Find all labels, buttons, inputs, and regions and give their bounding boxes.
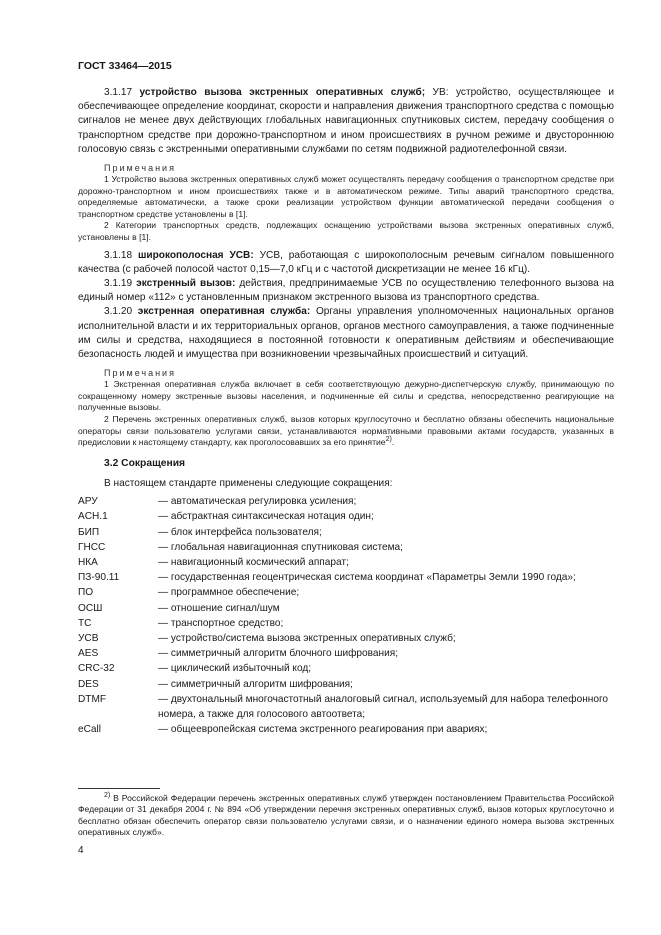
footnote-ref[interactable]: 2) bbox=[385, 436, 392, 444]
abbreviation-row bbox=[78, 616, 614, 631]
definition-3-1-19 bbox=[78, 277, 614, 305]
abbreviation-row bbox=[78, 525, 614, 540]
abbreviation-row bbox=[78, 570, 614, 585]
abbreviation-definition: — программное обеспечение; bbox=[158, 587, 300, 599]
abbreviation-definition: — симметричный алгоритм блочного шифрования; bbox=[158, 648, 399, 660]
abbreviation-definition: — общеевропейская система экстренного реагирования при авариях; bbox=[158, 724, 488, 736]
page-number: 4 bbox=[78, 845, 84, 856]
footnote-mark: 2) bbox=[104, 792, 111, 800]
notes-heading: Примечания bbox=[104, 163, 176, 174]
abbreviation-definition: — отношение сигнал/шум bbox=[158, 602, 280, 614]
abbreviation-term: CRC-32 bbox=[78, 663, 115, 675]
definition-3-1-18 bbox=[78, 249, 614, 277]
term: устройство вызова экстренных оперативных служб; bbox=[139, 87, 426, 98]
abbreviation-row bbox=[78, 722, 614, 737]
abbreviation-term: НКА bbox=[78, 556, 98, 568]
note-2-end: . bbox=[391, 437, 395, 448]
abbreviation-definition: — двухтональный многочастотный аналоговый сигнал, используемый для набора телефонного номера, а также для голосового автоответа; bbox=[158, 693, 609, 721]
note-1: 1 Устройство вызова экстренных оперативных служб может осуществлять передачу сообщения о транспортном средстве при дорожно-транспортном и ином происшествиях также и в автоматическом режиме. Типы аварий транспортного средства, определяемые автоматически, а также сроки реализации устройством функции автоматической передачи сообщения о транспортном средстве установлены в [1]. bbox=[78, 174, 614, 219]
abbreviation-term: ТС bbox=[78, 617, 92, 629]
abbreviation-row bbox=[78, 646, 614, 661]
abbreviation-row bbox=[78, 601, 614, 616]
abbreviation-row bbox=[78, 494, 614, 509]
abbreviation-term: ОСШ bbox=[78, 602, 103, 614]
abbreviation-row bbox=[78, 540, 614, 555]
abbreviation-row bbox=[78, 631, 614, 646]
note-1: 1 Экстренная оперативная служба включает в себя соответствующую дежурно-диспетчерскую службу, принимающую по сокращенному номеру экстренные вызовы населения, и подчиненные ей силы и средства, непосредственно реагирующие на полученные вызовы. bbox=[78, 379, 614, 413]
note-2: 2 Категории транспортных средств, подлежащих оснащению устройствами вызова экстренных оперативных служб, установлены в [1]. bbox=[78, 220, 614, 242]
abbreviation-row bbox=[78, 509, 614, 524]
footnote-divider bbox=[78, 788, 160, 789]
abbreviation-term: DES bbox=[78, 678, 99, 690]
term: экстренная оперативная служба: bbox=[137, 306, 311, 318]
note-2-text: 2 Перечень экстренных оперативных служб, вызов которых круглосуточно и бесплатно обязаны обеспечить национальные операторы связи пользователю услугами связи, устанавливаются нормативными правовыми актами государств, указанных в предисловии к настоящему стандарту, как проголосовавших за его принятие bbox=[78, 413, 614, 448]
abbreviation-definition: — навигационный космический аппарат; bbox=[158, 556, 349, 568]
term: широкополосная УСВ: bbox=[138, 249, 254, 261]
abbreviation-definition: — циклический избыточный код; bbox=[158, 663, 312, 675]
abbreviation-row bbox=[78, 677, 614, 692]
abbreviation-term: ПЗ-90.11 bbox=[78, 572, 120, 584]
term: экстренный вызов: bbox=[136, 277, 236, 289]
abbreviation-term: УСВ bbox=[78, 633, 99, 644]
document-body bbox=[78, 86, 614, 737]
abbreviation-term: ACH.1 bbox=[78, 511, 108, 523]
abbreviation-definition: — транспортное средство; bbox=[158, 617, 284, 629]
definition-text: Органы управления уполномоченных национальных органов исполнительной власти и их территориальных органов, органов местного самоуправления, а также подчиненные им силы и средства, находящиеся в постоянной готовности к оперативным действиям и обеспечивающие безопасность людей и имущества при возникновении чрезвычайных происшествий и ситуаций. bbox=[78, 306, 615, 360]
abbreviation-definition: — блок интерфейса пользователя; bbox=[158, 526, 322, 538]
abbreviation-definition: — симметричный алгоритм шифрования; bbox=[158, 678, 353, 690]
abbreviation-term: ПО bbox=[78, 587, 94, 599]
abbreviation-term: AES bbox=[78, 648, 99, 660]
abbreviation-term: БИП bbox=[78, 526, 100, 538]
document-header: ГОСТ 33464—2015 bbox=[78, 60, 172, 72]
definition-text: действия, предпринимаемые УСВ по осуществлению телефонного вызова на единый номер «112» с установленным признаком экстренного вызова из транспортного средства. bbox=[78, 277, 614, 304]
clause-number: 3.1.20 bbox=[104, 306, 133, 318]
note-2 bbox=[78, 414, 614, 449]
abbreviation-row bbox=[78, 692, 614, 722]
abbreviation-definition: — автоматическая регулировка усиления; bbox=[158, 496, 357, 508]
footnote bbox=[78, 793, 614, 839]
clause-number: 3.1.19 bbox=[104, 277, 133, 289]
definition-text: УВ: устройство, осуществляющее и обеспечивающее определение координат, скорости и направления движения транспортного средства с помощью сигналов не менее двух действующих глобальных навигационных спутниковых систем, передачу сообщения о транспортном средстве при дорожно-транспортном и ином происшествиях в ручном режиме и двустороннюю голосовую связь с экстренными оперативными службами по сетям подвижной радиотелефонной связи. bbox=[78, 87, 614, 155]
footnote-text: В Российской Федерации перечень экстренных оперативных служб утвержден постановлением Правительства Российской Федерации от 31 декабря 2004 г. № 894 «Об утверждении перечня экстренных оперативных служб, вызов которых круглосуточно и бесплатно обязан обеспечить оператор связи пользователю услугами связи, и о назначении единого номера вызова экстренных оперативных служб». bbox=[78, 793, 614, 838]
definition-3-1-20 bbox=[78, 305, 614, 362]
section-intro: В настоящем стандарте применены следующие сокращения: bbox=[104, 477, 393, 489]
abbreviation-term: АРУ bbox=[78, 496, 98, 508]
abbreviation-definition: — глобальная навигационная спутниковая система; bbox=[158, 541, 403, 553]
abbreviation-definition: — государственная геоцентрическая система координат «Параметры Земли 1990 года»; bbox=[158, 572, 576, 584]
section-title: 3.2 Сокращения bbox=[104, 457, 186, 469]
definition-text: УСВ, работающая с широкополосным речевым сигналом повышенного качества (с рабочей полосой частот 0,15—7,0 кГц и с частотой дискретизации не менее 16 кГц). bbox=[78, 249, 614, 275]
abbreviation-term: eCall bbox=[78, 724, 102, 736]
abbreviation-row bbox=[78, 555, 614, 570]
abbreviation-row bbox=[78, 585, 614, 600]
clause-number: 3.1.17 bbox=[104, 87, 133, 98]
abbreviation-list bbox=[78, 494, 614, 737]
abbreviation-definition: — устройство/система вызова экстренных оперативных служб; bbox=[158, 633, 456, 644]
notes-heading: Примечания bbox=[104, 368, 176, 379]
abbreviation-term: ГНСС bbox=[78, 541, 106, 553]
abbreviation-row bbox=[78, 661, 614, 676]
abbreviation-term: DTMF bbox=[78, 693, 107, 705]
definition-3-1-17 bbox=[78, 86, 614, 157]
clause-number: 3.1.18 bbox=[104, 249, 133, 261]
abbreviation-definition: — абстрактная синтаксическая нотация один; bbox=[158, 511, 374, 523]
